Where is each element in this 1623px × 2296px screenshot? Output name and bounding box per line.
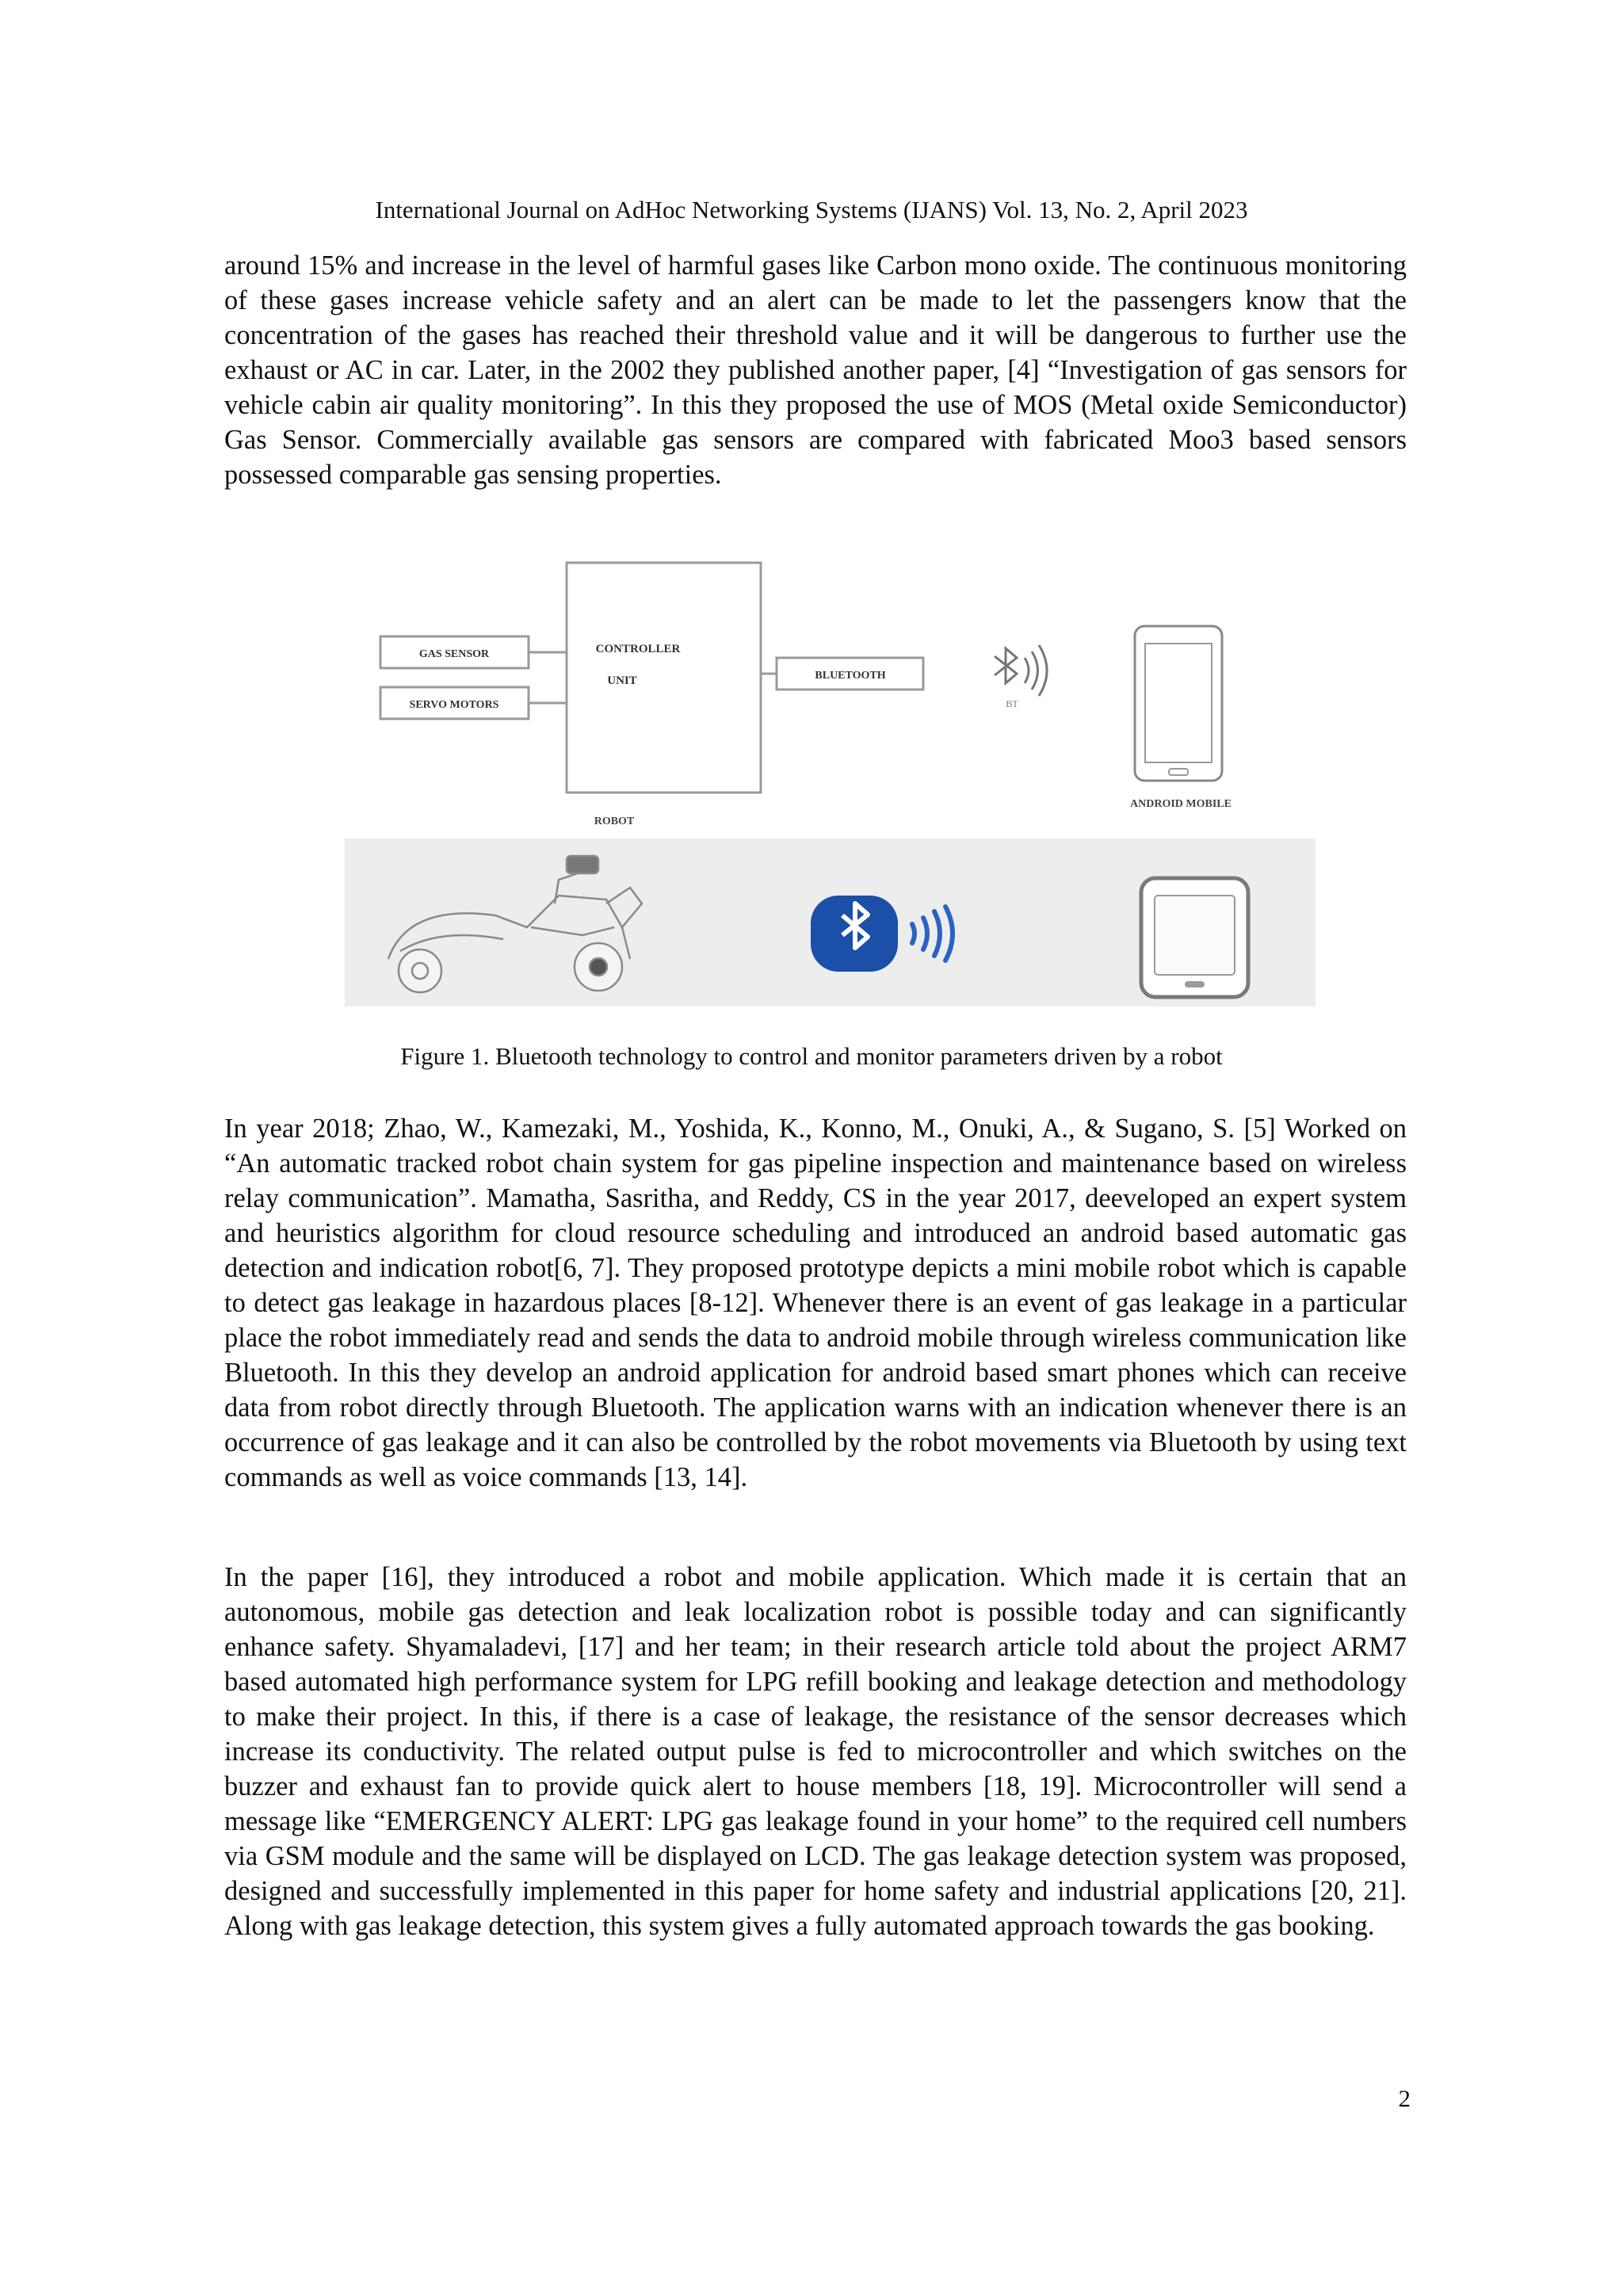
gas-sensor-label: GAS SENSOR [418, 648, 490, 660]
controller-unit-label-2: UNIT [607, 674, 637, 687]
running-header: International Journal on AdHoc Networking Systems (IJANS) Vol. 13, No. 2, April 2023 [375, 196, 1248, 223]
page-number: 2 [1398, 2084, 1411, 2112]
bt-signal-icon [995, 645, 1047, 696]
controller-unit-box [567, 563, 761, 793]
body-paragraph-1: around 15% and increase in the level of harmful gases like Carbon mono oxide. The continuous monitoring of these gases increase vehicle safety and an alert can be made to let the passengers know that the concentration of the gases has reached their threshold value and it will be dangerous to further use the exhaust or AC in car. Later, in the 2002 they published another paper, [4] “Investigation of gas sensors for vehicle cabin air quality monitoring”. In this they proposed the use of MOS (Metal oxide Semiconductor) Gas Sensor. Commercially available gas sensors are compared with fabricated Moo3 based sensors possessed comparable gas sensing properties. [224, 250, 1407, 490]
figure-1 [345, 555, 1316, 1014]
android-mobile-label: ANDROID MOBILE [1130, 798, 1232, 810]
block-diagram [345, 555, 1316, 1014]
bluetooth-label: BLUETOOTH [815, 670, 886, 682]
android-mobile-icon [1135, 626, 1222, 781]
bluetooth-logo-icon [811, 896, 898, 972]
body-paragraph-3: In the paper [16], they introduced a robot and mobile application. Which made it is certain that an autonomous, mobile gas detection and leak localization robot is possible today and can significantly enhance safety. Shyamaladevi, [17] and her team; in their research article told about the project ARM7 based automated high performance system for LPG refill booking and leakage detection and methodology to make their project. In this, if there is a case of leakage, the resistance of the sensor decreases which increase its conductivity. The related output pulse is fed to microcontroller and which switches on the buzzer and exhaust fan to provide quick alert to house members [18, 19]. Microcontroller will send a message like “EMERGENCY ALERT: LPG gas leakage found in your home” to the required cell numbers via GSM module and the same will be displayed on LCD. The gas leakage detection system was proposed, designed and successfully implemented in this paper for home safety and industrial applications [20, 21]. Along with gas leakage detection, this system gives a fully automated approach towards the gas booking. [224, 1562, 1407, 1941]
figure-caption: Figure 1. Bluetooth technology to control and monitor parameters driven by a robot [400, 1042, 1223, 1070]
bt-label: BT [1006, 698, 1018, 709]
robot-label: ROBOT [594, 816, 635, 827]
mobile-device-icon [1141, 878, 1248, 997]
body-paragraph-2: In year 2018; Zhao, W., Kamezaki, M., Yoshida, K., Konno, M., Onuki, A., & Sugano, S. [5] Worked on “An automatic tracked robot chain system for gas pipeline inspection and maintenance based on wireless relay communication”. Mamatha, Sasritha, and Reddy, CS in the year 2017, deeveloped an expert system and heuristics algorithm for cloud resource scheduling and introduced an android based automatic gas detection and indication robot[6, 7]. They proposed prototype depicts a mini mobile robot which is capable to detect gas leakage in hazardous places [8-12]. Whenever there is an event of gas leakage in a particular place the robot immediately read and sends the data to android mobile through wireless communication like Bluetooth. In this they develop an android application for android based smart phones which can receive data from robot directly through Bluetooth. The application warns with an indication whenever there is an occurrence of gas leakage and it can also be controlled by the robot movements via Bluetooth by using text commands as well as voice commands [13, 14]. [224, 1114, 1407, 1492]
controller-unit-label-1: CONTROLLER [595, 643, 681, 655]
servo-motors-label: SERVO MOTORS [409, 699, 499, 711]
